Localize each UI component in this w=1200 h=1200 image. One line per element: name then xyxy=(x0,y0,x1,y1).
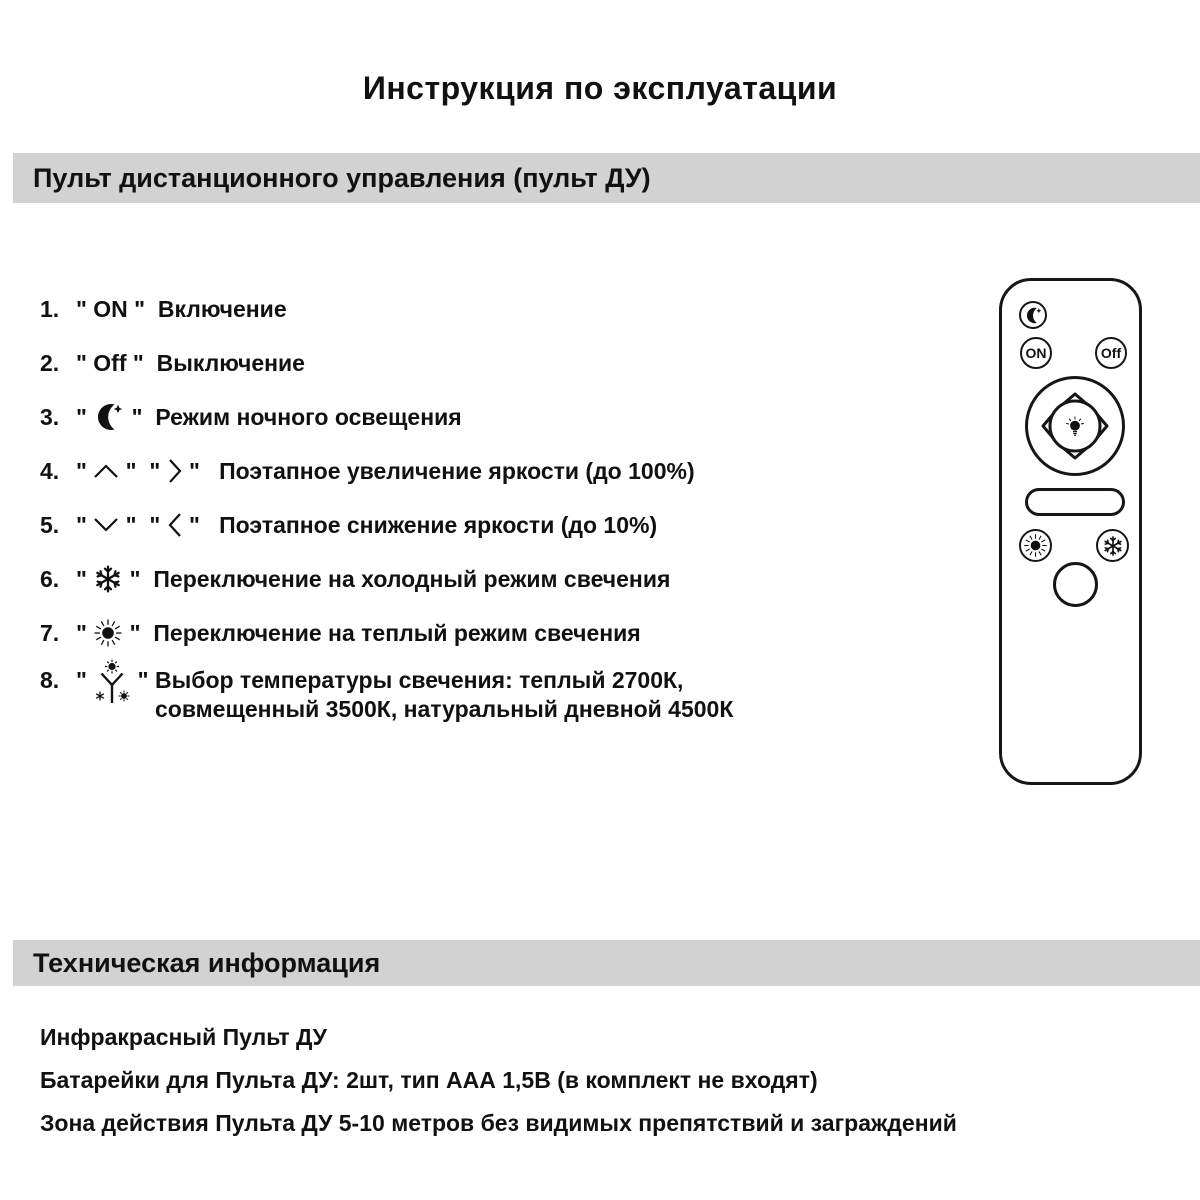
list-item-text: " xyxy=(76,511,94,538)
section-header-remote-label: Пульт дистанционного управления (пульт ДУ) xyxy=(33,162,651,193)
list-item-number: 4. xyxy=(40,457,60,484)
list-item-text: " Поэтапное увеличение яркости (до 100%) xyxy=(182,457,695,484)
list-item-text: " xyxy=(76,667,94,693)
section-header-tech-label: Техническая информация xyxy=(33,947,381,978)
on-button xyxy=(1020,337,1052,369)
list-item-number: 7. xyxy=(40,619,60,646)
night-mode-button xyxy=(1019,301,1047,329)
list-item xyxy=(40,660,980,724)
cold-mode-button xyxy=(1096,529,1129,562)
list-item-text: " xyxy=(76,457,94,484)
moon-icon xyxy=(1024,306,1043,325)
pill-button xyxy=(1025,488,1125,516)
brightness-dpad xyxy=(1025,376,1125,476)
list-item-text: " ON " Включение xyxy=(76,295,287,322)
list-item-number: 5. xyxy=(40,511,60,538)
section-header-remote xyxy=(13,153,1200,203)
moon-icon xyxy=(93,407,125,427)
section-header-tech xyxy=(13,940,1200,986)
round-button xyxy=(1053,562,1098,607)
list-item-number: 2. xyxy=(40,349,60,376)
tech-info-line: Зона действия Пульта ДУ 5-10 метров без видимых препятствий и заграждений xyxy=(40,1110,957,1136)
snowflake-icon xyxy=(1102,535,1124,557)
list-item xyxy=(40,282,980,336)
list-item-text-block xyxy=(155,666,733,724)
angle-left-icon xyxy=(167,515,183,535)
list-item xyxy=(40,336,980,390)
tech-info-line: Батарейки для Пульта ДУ: 2шт, тип ААА 1,5В (в комплект не входят) xyxy=(40,1067,818,1093)
list-item-text: Выбор температуры свечения: теплый 2700К, xyxy=(154,667,684,693)
list-item xyxy=(40,552,980,606)
list-item-text: " Переключение на холодный режим свечения xyxy=(123,565,671,592)
list-item-number: 8. xyxy=(40,667,60,693)
remote-functions-list xyxy=(40,282,980,724)
list-item-text: " Переключение на теплый режим свечения xyxy=(123,619,641,646)
temperature-select-icon xyxy=(93,672,131,692)
list-item-text: " " xyxy=(119,511,167,538)
list-item-text: " Поэтапное снижение яркости (до 10%) xyxy=(182,511,658,538)
remote-control-illustration xyxy=(999,278,1142,785)
list-item-text: " " xyxy=(119,457,167,484)
tech-info-block xyxy=(40,1016,957,1145)
list-item-number: 6. xyxy=(40,565,60,592)
warm-mode-button xyxy=(1019,529,1052,562)
list-item xyxy=(40,498,980,552)
sun-icon xyxy=(1023,533,1048,558)
chevron-up-icon xyxy=(93,461,119,481)
chevron-down-icon xyxy=(93,515,119,535)
list-item-text: " xyxy=(131,667,155,693)
list-item-text: совмещенный 3500К, натуральный дневной 4500К xyxy=(154,696,734,722)
off-button-label: Off xyxy=(1100,345,1122,361)
list-item-text: " xyxy=(76,565,94,592)
on-button-label: ON xyxy=(1025,345,1047,361)
page-title: Инструкция по эксплуатации xyxy=(362,70,838,106)
list-item-text: " xyxy=(76,403,94,430)
list-item-text: " xyxy=(76,619,94,646)
tech-info-line: Инфракрасный Пульт ДУ xyxy=(40,1024,327,1050)
sun-icon xyxy=(93,623,123,643)
dpad-center-button xyxy=(1049,400,1102,453)
list-item xyxy=(40,444,980,498)
bulb-icon xyxy=(1066,414,1085,438)
list-item-text: " Режим ночного освещения xyxy=(125,403,462,430)
off-button xyxy=(1095,337,1127,369)
list-item-text: " Off " Выключение xyxy=(76,349,305,376)
list-item-number: 3. xyxy=(40,403,60,430)
snowflake-icon xyxy=(93,569,123,589)
list-item-number: 1. xyxy=(40,295,60,322)
list-item xyxy=(40,390,980,444)
list-item xyxy=(40,606,980,660)
angle-right-icon xyxy=(167,461,183,481)
